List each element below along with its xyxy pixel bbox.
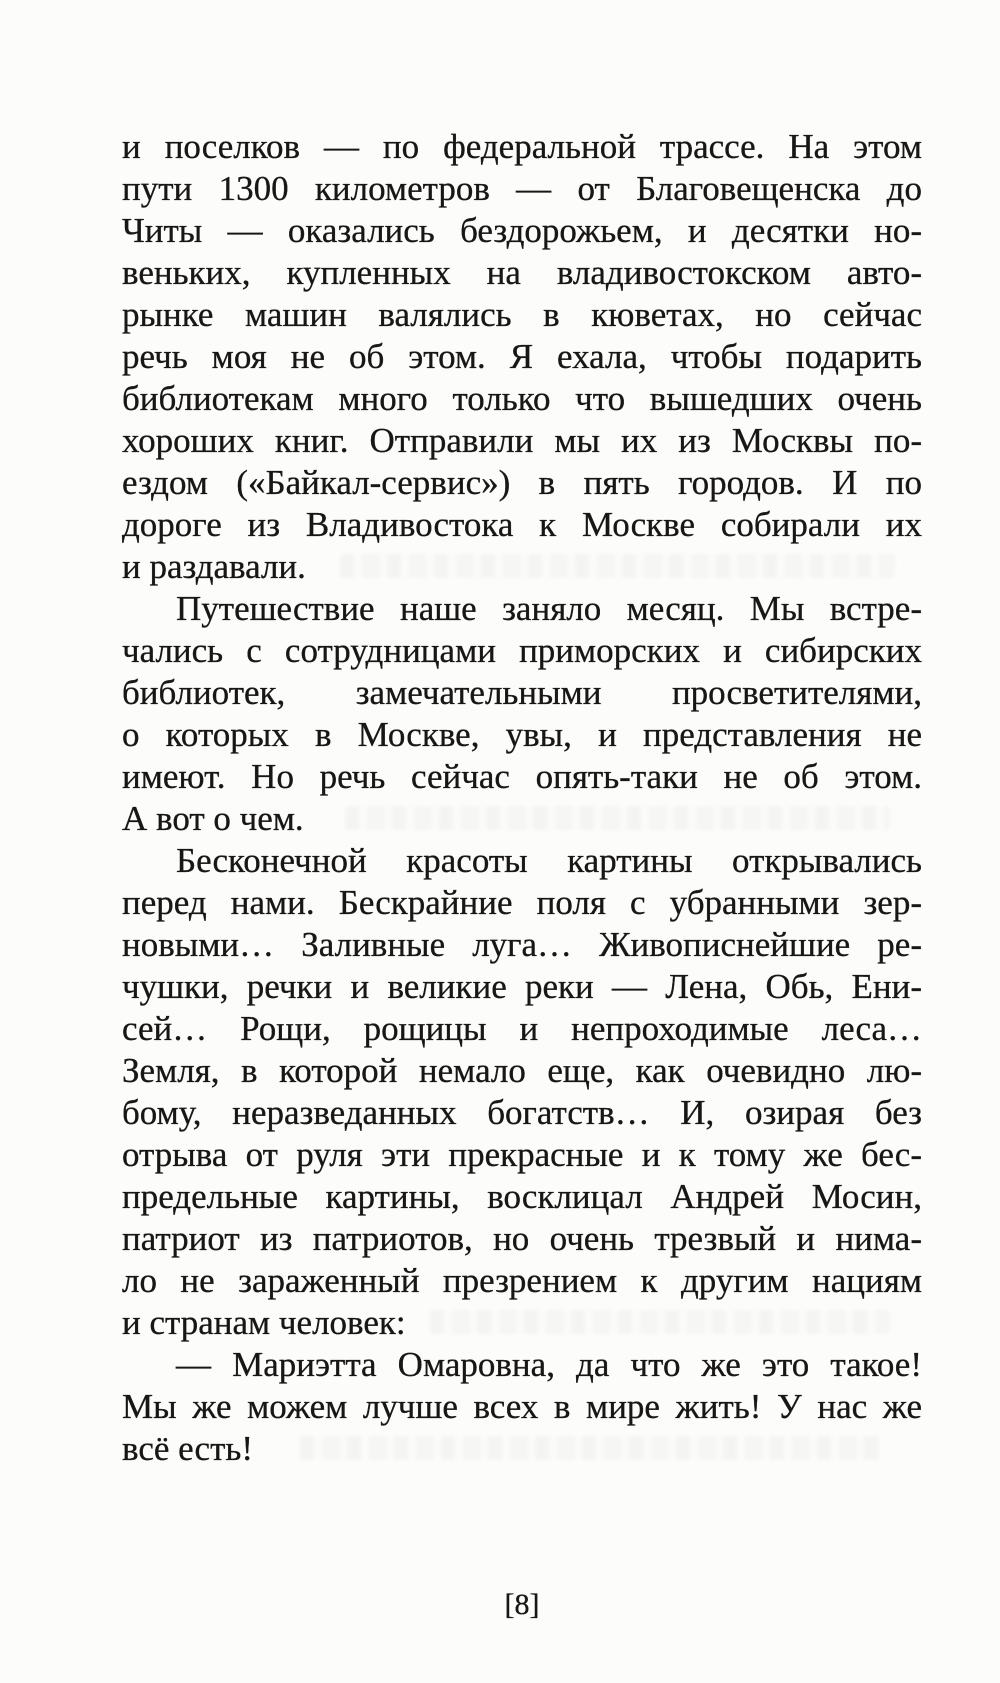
text-line: дороге из Владивостока к Москве собирали их	[122, 505, 922, 544]
showthrough-artifact	[345, 806, 890, 830]
showthrough-artifact	[430, 1310, 890, 1334]
text-line: о которых в Москве, увы, и представления не	[122, 715, 922, 754]
paragraph	[122, 588, 922, 840]
text-line: хороших книг. Отправили мы их из Москвы по-	[122, 421, 922, 460]
text-line: библиотекам много только что вышедших очень	[122, 379, 922, 418]
text-line: Мы же можем лучше всех в мире жить! У нас же	[122, 1387, 922, 1426]
text-line: Бесконечной красоты картины открывались	[176, 841, 922, 880]
text-line: патриот из патриотов, но очень трезвый и нима-	[122, 1219, 922, 1258]
text-line: веньких, купленных на владивостокском авто-	[122, 253, 922, 292]
paragraph	[122, 126, 922, 588]
text-line: А вот о чем.	[122, 799, 304, 838]
text-line: Путешествие наше заняло месяц. Мы встре-	[176, 589, 922, 628]
text-line: библиотек, замечательными просветителями,	[122, 673, 922, 712]
text-line: отрыва от руля эти прекрасные и к тому же бес-	[122, 1135, 922, 1174]
text-line: ездом («Байкал-сервис») в пять городов. И по	[122, 463, 922, 502]
showthrough-artifact	[340, 554, 895, 578]
text-line: бому, неразведанных богатств… И, озирая без	[122, 1093, 922, 1132]
text-line: и странам человек:	[122, 1303, 406, 1342]
showthrough-artifact	[300, 1436, 880, 1460]
text-line: имеют. Но речь сейчас опять-таки не об этом.	[122, 757, 922, 796]
text-line: всё есть!	[122, 1429, 253, 1468]
text-line: перед нами. Бескрайние поля с убранными зер-	[122, 883, 922, 922]
text-line: рынке машин валялись в кюветах, но сейчас	[122, 295, 922, 334]
text-line: и раздавали.	[122, 547, 306, 586]
text-line: Читы — оказались бездорожьем, и десятки но-	[122, 211, 922, 250]
text-line: чались с сотрудницами приморских и сибирских	[122, 631, 922, 670]
page-number: [8]	[504, 1588, 540, 1621]
text-line: — Мариэтта Омаровна, да что же это такое!	[176, 1345, 922, 1384]
body-text	[122, 126, 922, 1470]
text-line: ло не зараженный презрением к другим нациям	[122, 1261, 922, 1300]
paragraph	[122, 840, 922, 1344]
text-line: пути 1300 километров — от Благовещенска до	[122, 169, 922, 208]
text-line: новыми… Заливные луга… Живописнейшие ре-	[122, 925, 922, 964]
text-line: чушки, речки и великие реки — Лена, Обь, Ени-	[122, 967, 922, 1006]
text-line: речь моя не об этом. Я ехала, чтобы подарить	[122, 337, 922, 376]
text-line: сей… Рощи, рощицы и непроходимые леса…	[122, 1009, 922, 1048]
text-line: предельные картины, восклицал Андрей Мосин,	[122, 1177, 922, 1216]
text-line: и поселков — по федеральной трассе. На этом	[122, 127, 922, 166]
text-line: Земля, в которой немало еще, как очевидно лю-	[122, 1051, 922, 1090]
